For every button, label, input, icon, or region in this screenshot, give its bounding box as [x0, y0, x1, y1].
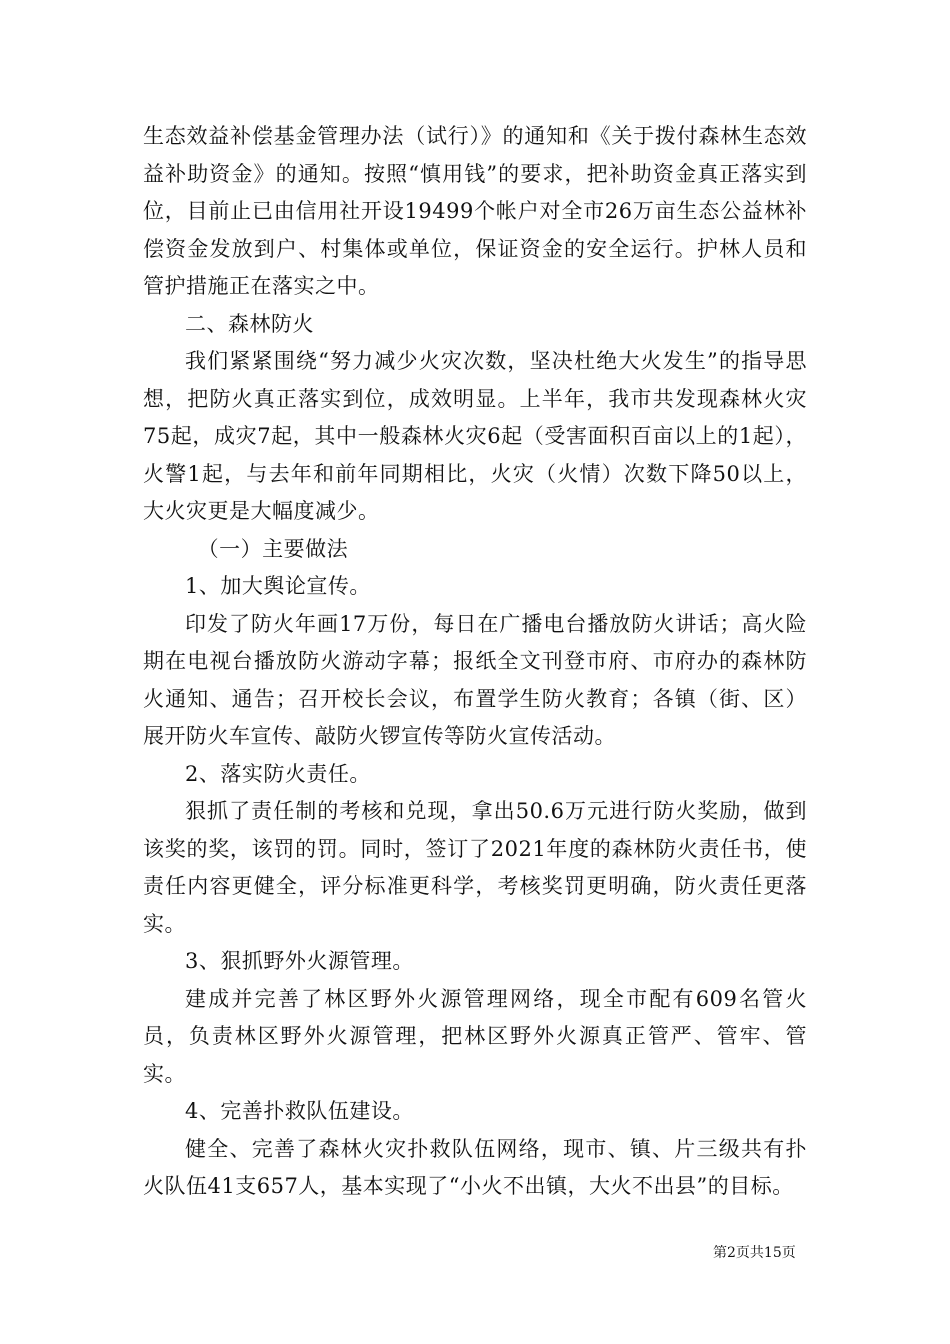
item-heading-fire-source: 3、狠抓野外火源管理。	[185, 949, 414, 973]
paragraph-publicity: 印发了防火年画17万份，每日在广播电台播放防火讲话；高火险期在电视台播放防火游动字幕；报纸全文刊登市府、市府办的森林防火通知、通告；召开校长会议，布置学生防火教育；各镇（街、区）展开防火车宣传、敲防火锣宣传等防火宣传活动。	[143, 611, 807, 748]
document-body	[143, 118, 807, 1206]
paragraph-responsibility: 狠抓了责任制的考核和兑现，拿出50.6万元进行防火奖励，做到该奖的奖，该罚的罚。同时，签订了2021年度的森林防火责任书，使责任内容更健全，评分标准更科学，考核奖罚更明确，防火责任更落实。	[143, 799, 807, 936]
paragraph-rescue-team: 健全、完善了森林火灾扑救队伍网络，现市、镇、片三级共有扑火队伍41支657人，基本实现了“小火不出镇，大火不出县”的目标。	[143, 1136, 807, 1198]
paragraph-fire-source: 建成并完善了林区野外火源管理网络，现全市配有609名管火员，负责林区野外火源管理，把林区野外火源真正管严、管牢、管实。	[143, 986, 807, 1086]
item-heading-responsibility: 2、落实防火责任。	[185, 761, 371, 786]
section-heading-forest-fire: 二、森林防火	[185, 311, 314, 336]
paragraph-eco-compensation: 生态效益补偿基金管理办法（试行）》的通知和《关于拨付森林生态效益补助资金》的通知。按照“慎用钱”的要求，把补助资金真正落实到位，目前止已由信用社开设19499个帐户对全市26万亩生态公益林补偿资金发放到户、村集体或单位，保证资金的安全运行。护林人员和管护措施正在落实之中。	[143, 124, 807, 298]
subheading-main-measures: （一）主要做法	[197, 536, 349, 561]
page-number: 第2页共15页	[713, 1245, 796, 1261]
paragraph-fire-summary: 我们紧紧围绕“努力减少火灾次数，坚决杜绝大火发生”的指导思想，把防火真正落实到位，成效明显。上半年，我市共发现森林火灾75起，成灾7起，其中一般森林火灾6起（受害面积百亩以上的1起），火警1起，与去年和前年同期相比，火灾（火情）次数下降50以上，大火灾更是大幅度减少。	[143, 349, 807, 523]
item-heading-rescue-team: 4、完善扑救队伍建设。	[185, 1099, 414, 1123]
item-heading-publicity: 1、加大舆论宣传。	[185, 574, 371, 598]
